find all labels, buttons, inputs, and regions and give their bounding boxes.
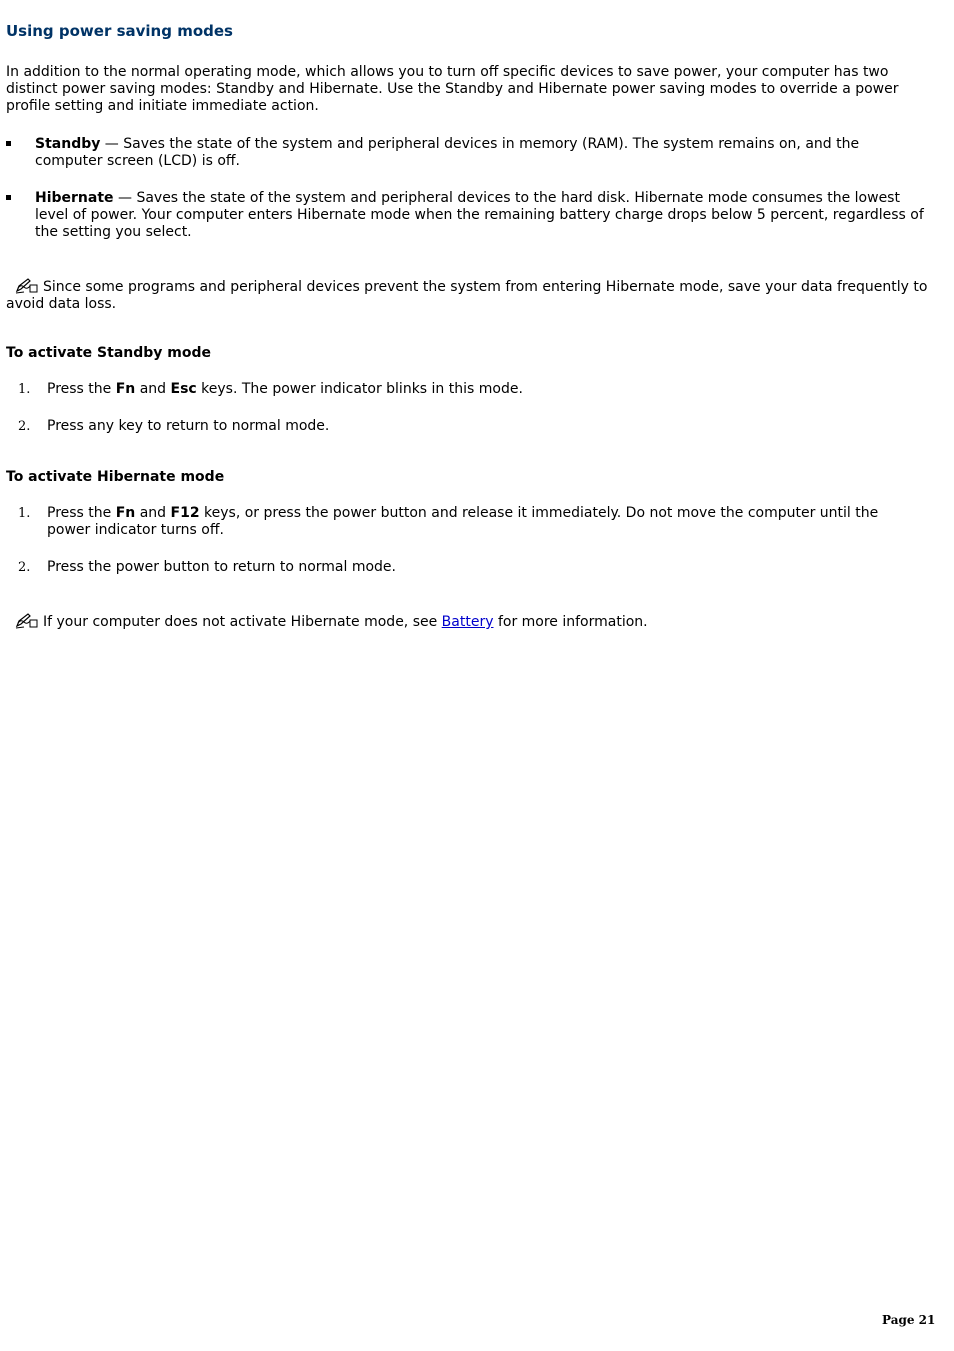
key-name: Esc bbox=[170, 381, 197, 397]
note-text: for more information. bbox=[493, 614, 648, 630]
bullet-term: Standby bbox=[35, 136, 101, 152]
key-name: F12 bbox=[170, 505, 200, 521]
step-number: 2. bbox=[18, 419, 31, 434]
standby-step-2: 2. Press any key to return to normal mode. bbox=[18, 418, 330, 434]
standby-heading: To activate Standby mode bbox=[6, 345, 212, 361]
note-pencil-icon bbox=[15, 277, 39, 294]
hibernate-step-1: 1. Press the Fn and F12 keys, or press the power button and release it immediately. Do not move the computer until the power indicator turns off. bbox=[18, 505, 879, 538]
note-text: If your computer does not activate Hibernate mode, see bbox=[43, 614, 442, 630]
intro-paragraph: In addition to the normal operating mode, which allows you to turn off specific devices to save power, your computer has two distinct power saving modes: Standby and Hibernate. Use the Standby and Hibernate power saving modes to override a power profile setting and initiate immediate action. bbox=[6, 64, 899, 114]
bullet-square-icon bbox=[6, 195, 11, 200]
page-number: Page 21 bbox=[882, 1313, 936, 1327]
hibernate-step-2: 2. Press the power button to return to normal mode. bbox=[18, 559, 396, 575]
battery-link[interactable]: Battery bbox=[441, 614, 494, 630]
step-number: 1. bbox=[18, 382, 31, 397]
step-number: 2. bbox=[18, 560, 31, 575]
list-item-standby bbox=[6, 136, 926, 170]
note-text: Since some programs and peripheral devices prevent the system from entering Hibernate mode, save your data frequently to avoid data loss. bbox=[6, 279, 928, 312]
key-name: Fn bbox=[115, 505, 136, 521]
bullet-text: — Saves the state of the system and peripheral devices to the hard disk. Hibernate mode consumes the lowest level of power. Your computer enters Hibernate mode when the remaining battery charge drops below 5 percent, regardless of the setting you select. bbox=[35, 190, 924, 240]
hibernate-heading: To activate Hibernate mode bbox=[6, 469, 225, 485]
note-battery bbox=[6, 612, 936, 631]
bullet-term: Hibernate bbox=[35, 190, 114, 206]
note-data-loss bbox=[6, 277, 936, 313]
note-pencil-icon bbox=[15, 612, 39, 629]
bullet-text: — Saves the state of the system and peripheral devices in memory (RAM). The system remains on, and the computer screen (LCD) is off. bbox=[35, 136, 860, 169]
list-item-hibernate bbox=[6, 190, 926, 241]
bullet-square-icon bbox=[6, 141, 11, 146]
standby-step-1: 1. Press the Fn and Esc keys. The power indicator blinks in this mode. bbox=[18, 381, 523, 397]
page-title: Using power saving modes bbox=[6, 22, 233, 40]
key-name: Fn bbox=[115, 381, 136, 397]
step-number: 1. bbox=[18, 506, 31, 521]
